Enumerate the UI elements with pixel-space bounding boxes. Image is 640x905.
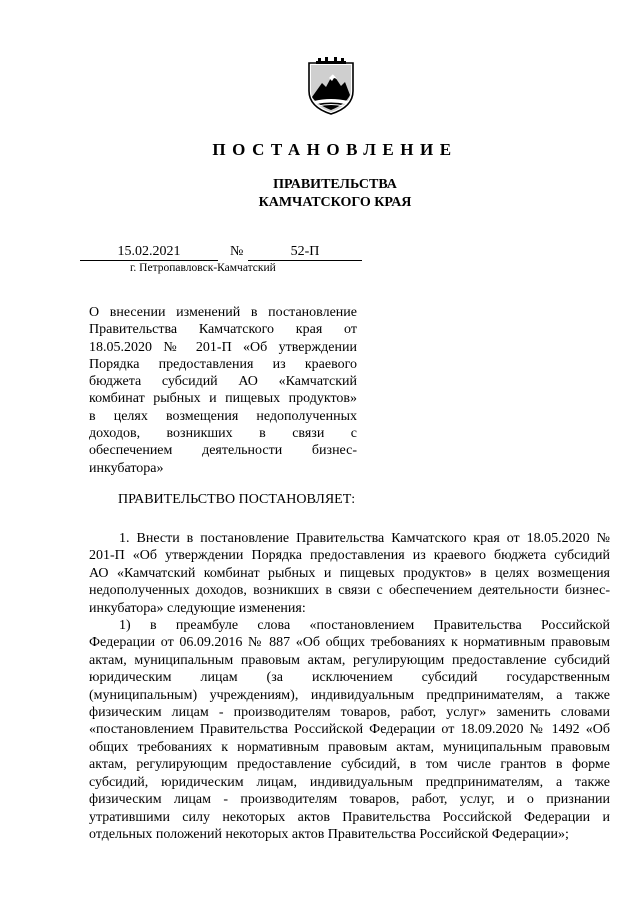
- kamchatka-coat-of-arms-icon: [306, 57, 356, 115]
- body-line: 1. Внести в постановление Правительства Камчатского края от 18.05.2020 №: [119, 531, 610, 546]
- body-line: утратившими силу некоторых актов Правительства Российской Федерации и: [89, 809, 610, 825]
- document-body: [89, 530, 610, 843]
- authority-line-1: ПРАВИТЕЛЬСТВА: [273, 177, 397, 192]
- body-line: физическим лицам - производителям товаров, работ, услуг» заменить словами: [89, 705, 610, 721]
- document-type-title: ПОСТАНОВЛЕНИЕ: [212, 140, 458, 159]
- subject-line: бюджета субсидий АО «Камчатский: [89, 374, 357, 390]
- body-line: отдельных положений некоторых актов Правительства Российской Федерации»;: [89, 826, 569, 842]
- document-subject: [89, 304, 357, 477]
- subject-line: Правительства Камчатского края от: [89, 322, 357, 338]
- body-line: актам, муниципальным правовым актам, регулирующим предоставление субсидий: [89, 652, 610, 668]
- body-line: общих требованиях к нормативным правовым актам, муниципальным правовым: [89, 739, 610, 755]
- body-line: актам, регулирующим предоставление субсидий, в том числе грантов в форме: [89, 757, 610, 773]
- subject-line: комбинат рыбных и пищевых продуктов»: [89, 391, 357, 407]
- subject-line: Порядка предоставления из краевого: [89, 356, 357, 372]
- authority-line-2: КАМЧАТСКОГО КРАЯ: [258, 195, 412, 210]
- subject-line: обеспечением деятельности бизнес-: [89, 443, 357, 459]
- body-line: юридическим лицам (за исключением субсидий государственным: [89, 670, 610, 686]
- body-line: АО «Камчатский комбинат рыбных и пищевых продуктов» в целях возмещения: [89, 565, 610, 581]
- document-number: 52-П: [248, 244, 362, 261]
- city-of-issue: г. Петропавловск-Камчатский: [130, 262, 276, 274]
- body-line: субсидий, юридическим лицам, индивидуальным предпринимателям, а также: [89, 774, 610, 790]
- subject-line: 18.05.2020 № 201-П «Об утверждении: [89, 339, 357, 355]
- subject-line: инкубатора»: [89, 460, 164, 476]
- body-line: 1) в преамбуле слова «постановлением Правительства Российской: [119, 618, 610, 634]
- issuing-authority: [0, 176, 640, 212]
- decree-heading: ПРАВИТЕЛЬСТВО ПОСТАНОВЛЯЕТ:: [118, 492, 356, 507]
- subject-line: О внесении изменений в постановление: [89, 305, 357, 320]
- body-line: 201-П «Об утверждении Порядка предоставления из краевого бюджета субсидий: [89, 548, 610, 564]
- subject-line: доходов, возникших в связи с: [89, 426, 357, 442]
- document-date: 15.02.2021: [80, 244, 218, 261]
- body-line: инкубатора» следующие изменения:: [89, 600, 306, 616]
- body-line: недополученных доходов, возникших в связи с обеспечением деятельности бизнес-: [89, 583, 610, 599]
- subject-line: в целях возмещения недополученных: [89, 408, 357, 424]
- body-line: Федерации от 06.09.2016 № 887 «Об общих требованиях к нормативным правовым: [89, 635, 610, 651]
- body-line: (муниципальным) учреждениям), индивидуальным предпринимателям, а также: [89, 687, 610, 703]
- body-line: «постановлением Правительства Российской Федерации от 18.09.2020 № 1492 «Об: [89, 722, 610, 738]
- number-sign: №: [230, 244, 244, 259]
- body-line: физическим лицам - производителям товаров, работ, услуг, и о признании: [89, 792, 610, 808]
